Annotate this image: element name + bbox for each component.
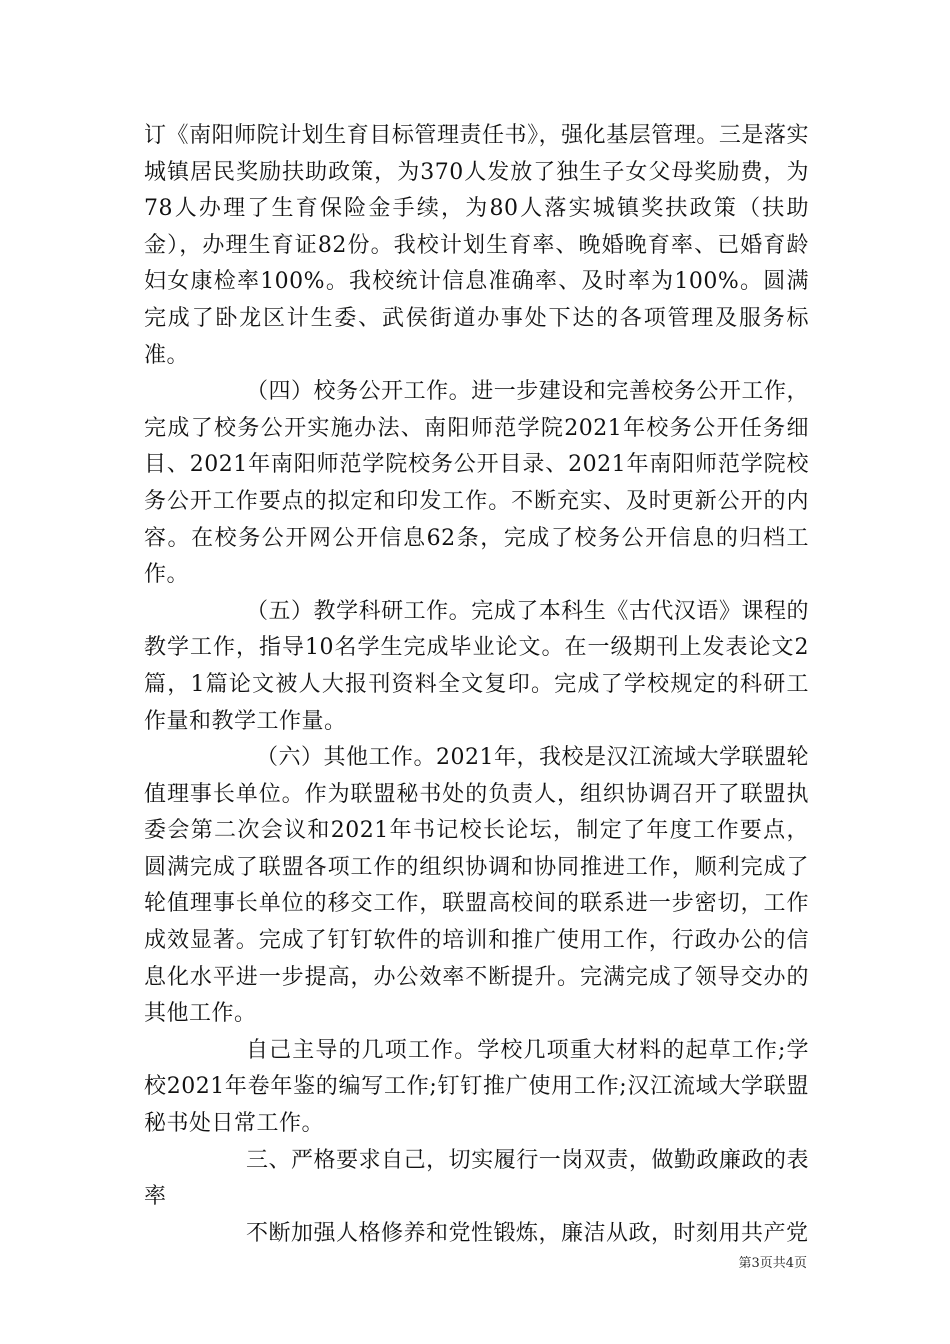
paragraph-other-work: （六）其他工作。2021年，我校是汉江流域大学联盟轮值理事长单位。作为联盟秘书处的负责人，组织协调召开了联盟执委会第二次会议和2021年书记校长论坛，制定了年度工作要点，圆满完成了联盟各项工作的组织协调和协同推进工作，顺利完成了轮值理事长单位的移交工作，联盟高校间的联系进一步密切，工作成效显著。完成了钉钉软件的培训和推广使用工作，行政办公的信息化水平进一步提高，办公效率不断提升。完满完成了领导交办的其他工作。 bbox=[144, 745, 809, 1027]
paragraph-family-planning: 订《南阳师院计划生育目标管理责任书》，强化基层管理。三是落实城镇居民奖励扶助政策，为370人发放了独生子女父母奖励费，为78人办理了生育保险金手续，为80人落实城镇奖扶政策（扶助金），办理生育证82份。我校计划生育率、晚婚晚育率、已婚育龄妇女康检率100%。我校统计信息准确率、及时率为100%。圆满完成了卧龙区计生委、武侯街道办事处下达的各项管理及服务标准。 bbox=[144, 123, 809, 368]
section-heading-integrity: 三、严格要求自己，切实履行一岗双责，做勤政廉政的表率 bbox=[144, 1147, 809, 1210]
paragraph-self-discipline: 不断加强人格修养和党性锻炼，廉洁从政，时刻用共产党 bbox=[246, 1220, 809, 1246]
page-number-footer: 第3页共4页 bbox=[738, 1256, 807, 1271]
paragraph-self-led-work: 自己主导的几项工作。学校几项重大材料的起草工作;学校2021年卷年鉴的编写工作;钉钉推广使用工作;汉江流域大学联盟秘书处日常工作。 bbox=[144, 1037, 809, 1137]
paragraph-teaching-research: （五）教学科研工作。完成了本科生《古代汉语》课程的教学工作，指导10名学生完成毕业论文。在一级期刊上发表论文2篇，1篇论文被人大报刊资料全文复印。完成了学校规定的科研工作量和教学工作量。 bbox=[144, 598, 809, 734]
paragraph-campus-affairs-disclosure: （四）校务公开工作。进一步建设和完善校务公开工作，完成了校务公开实施办法、南阳师范学院2021年校务公开任务细目、2021年南阳师范学院校务公开目录、2021年南阳师范学院校务公开工作要点的拟定和印发工作。不断充实、及时更新公开的内容。在校务公开网公开信息62条，完成了校务公开信息的归档工作。 bbox=[144, 379, 809, 588]
document-body bbox=[144, 118, 809, 1252]
